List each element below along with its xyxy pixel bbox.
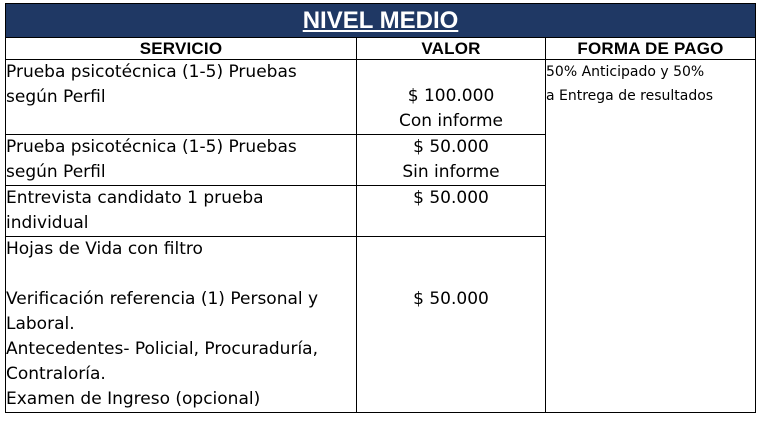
value-note: Sin informe bbox=[402, 162, 500, 182]
value-note: Con informe bbox=[398, 111, 504, 131]
header-valor: VALOR bbox=[357, 38, 546, 60]
value-cell bbox=[357, 135, 546, 186]
service-line: Entrevista candidato 1 prueba bbox=[6, 188, 264, 208]
service-line: Prueba psicotécnica (1-5) Pruebas bbox=[6, 62, 297, 82]
service-cell bbox=[6, 135, 357, 186]
service-cell bbox=[6, 60, 357, 135]
service-line: según Perfil bbox=[6, 87, 106, 107]
service-line: Verificación referencia (1) Personal y bbox=[6, 289, 319, 309]
price-table bbox=[5, 3, 756, 413]
payment-cell bbox=[546, 60, 756, 413]
payment-line: a Entrega de resultados bbox=[546, 88, 714, 104]
service-line: Antecedentes- Policial, Procuraduría, bbox=[6, 339, 318, 359]
header-forma-de-pago: FORMA DE PAGO bbox=[546, 38, 756, 60]
title-row bbox=[6, 4, 756, 38]
service-line: según Perfil bbox=[6, 162, 106, 182]
value-cell bbox=[357, 186, 546, 237]
service-line: individual bbox=[6, 213, 89, 233]
service-line: Examen de Ingreso (opcional) bbox=[6, 389, 261, 409]
payment-line: 50% Anticipado y 50% bbox=[546, 64, 705, 80]
value-cell bbox=[357, 237, 546, 413]
service-line: Hojas de Vida con filtro bbox=[6, 239, 203, 259]
service-cell bbox=[6, 237, 357, 413]
value-cell bbox=[357, 60, 546, 135]
value-amount: $ 50.000 bbox=[413, 188, 489, 208]
value-amount: $ 100.000 bbox=[407, 86, 495, 106]
service-cell bbox=[6, 186, 357, 237]
service-line: Laboral. bbox=[6, 314, 75, 334]
table-row bbox=[6, 60, 756, 135]
header-servicio: SERVICIO bbox=[6, 38, 357, 60]
service-line: Contraloría. bbox=[6, 364, 106, 384]
table-title: NIVEL MEDIO bbox=[6, 4, 756, 38]
blank-line bbox=[6, 262, 356, 287]
header-row bbox=[6, 38, 756, 60]
value-amount: $ 50.000 bbox=[413, 289, 489, 309]
value-amount: $ 50.000 bbox=[413, 137, 489, 157]
service-line: Prueba psicotécnica (1-5) Pruebas bbox=[6, 137, 297, 157]
